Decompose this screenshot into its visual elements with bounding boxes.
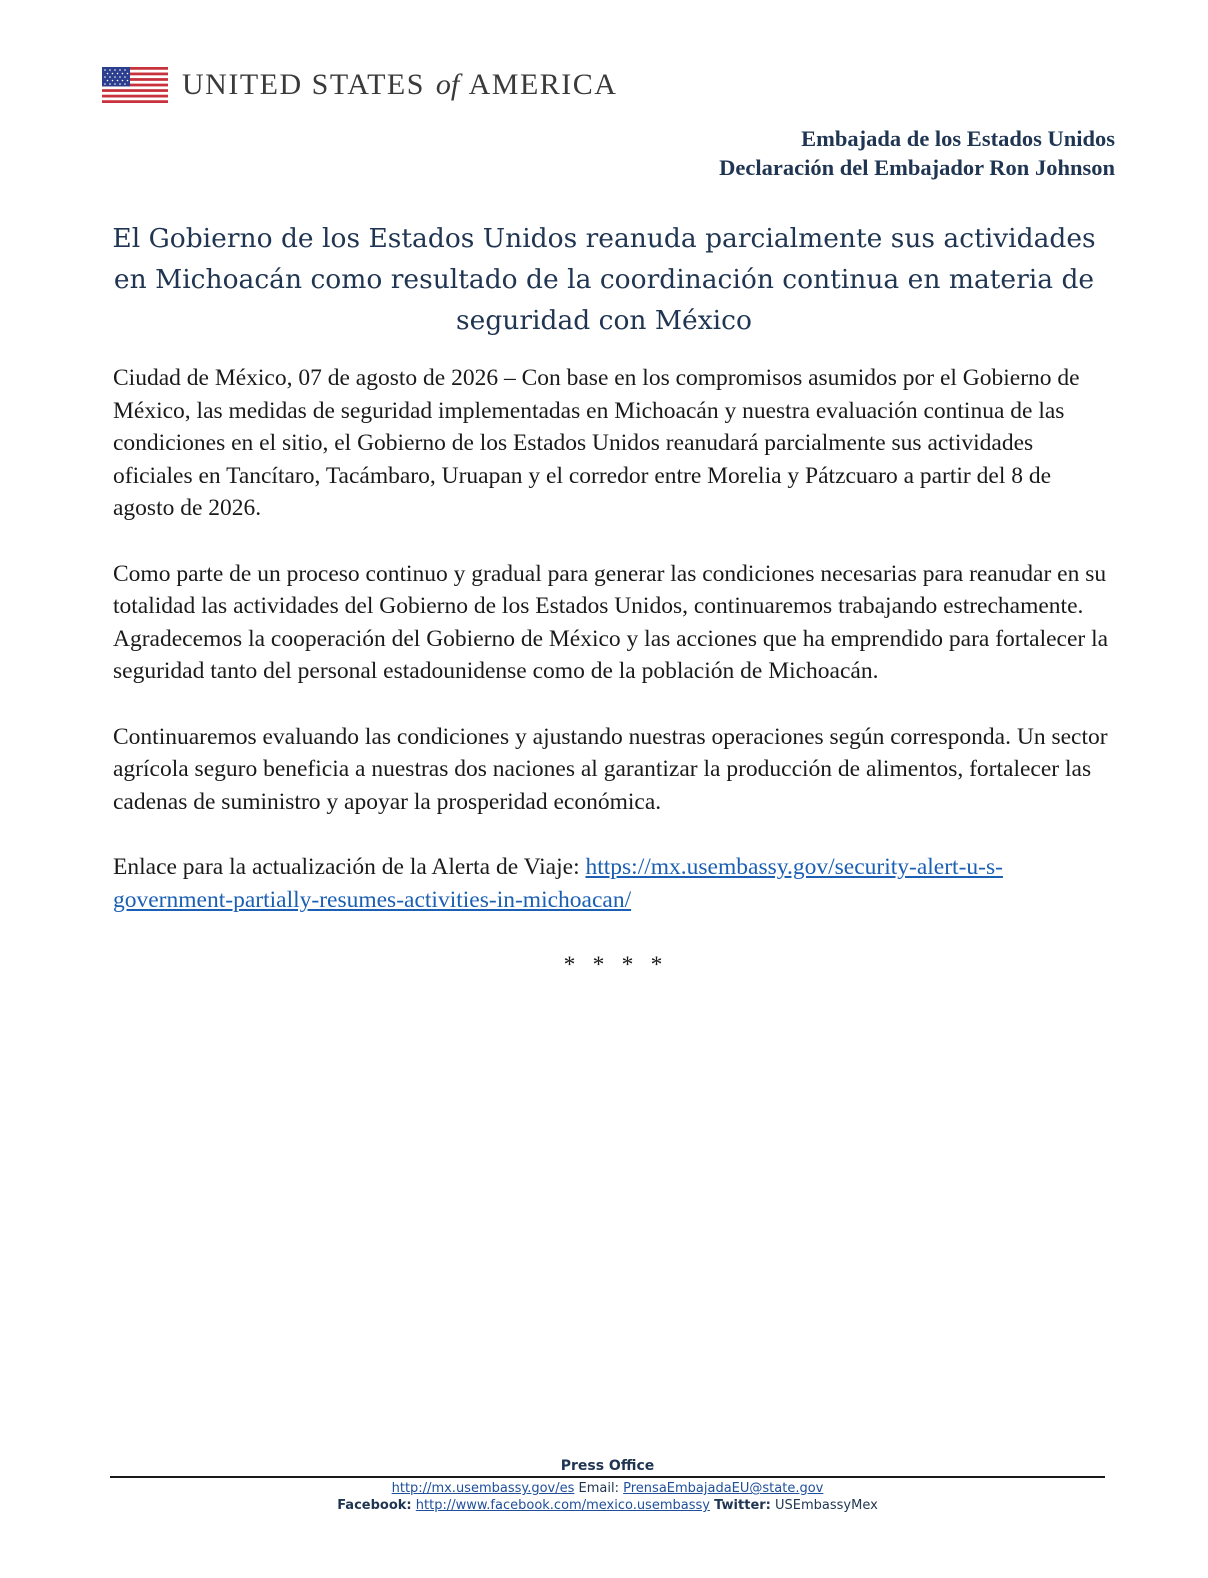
- brand-text-united-states: UNITED STATES: [182, 68, 425, 101]
- issuer-block: [719, 124, 1115, 182]
- footer: [110, 1458, 1105, 1514]
- footer-website-link[interactable]: http://mx.usembassy.gov/es: [391, 1481, 575, 1496]
- footer-social-line: [110, 1497, 1105, 1514]
- footer-contact-line: [110, 1480, 1105, 1497]
- issuer-embassy: Embajada de los Estados Unidos: [801, 126, 1115, 151]
- paragraph-1: Ciudad de México, 07 de agosto de 2026 – Con base en los compromisos asumidos por el Gobierno de México, las medidas de seguridad implementadas en Michoacán y nuestra evaluación continua de las condiciones en el sitio, el Gobierno de los Estados Unidos reanudará parcialmente sus actividades oficiales en Tancítaro, Tacámbaro, Uruapan y el corredor entre Morelia y Pátzcuaro a partir del 8 de agosto de 2026.: [113, 365, 1080, 521]
- paragraph-3: Continuaremos evaluando las condiciones y ajustando nuestras operaciones según corresponda. Un sector agrícola seguro beneficia a nuestras dos naciones al garantizar la producción de alimentos, fortalecer las cadenas de suministro y apoyar la prosperidad económica.: [113, 723, 1108, 815]
- brand-text-america: AMERICA: [468, 68, 618, 101]
- footer-twitter-handle: USEmbassyMex: [775, 1498, 878, 1513]
- footer-twitter-label: Twitter:: [714, 1498, 771, 1513]
- separator-star: *: [621, 952, 634, 978]
- footer-office: Press Office: [560, 1458, 655, 1474]
- document-body: [113, 362, 1113, 982]
- brand-text-of: of: [435, 68, 460, 101]
- travel-alert-link[interactable]: https://mx.usembassy.gov/security-alert-u-s-government-partially-resumes-activities-in-michoacan/: [113, 854, 1003, 913]
- brand-wordmark: [182, 68, 617, 102]
- footer-divider: [110, 1476, 1105, 1478]
- separator-star: *: [650, 952, 663, 978]
- footer-facebook-label: Facebook:: [337, 1498, 412, 1513]
- footer-email-label: Email:: [578, 1481, 619, 1496]
- footer-email-link[interactable]: PrensaEmbajadaEU@state.gov: [623, 1481, 824, 1496]
- footer-facebook-link[interactable]: http://www.facebook.com/mexico.usembassy: [415, 1498, 710, 1513]
- us-flag-icon: [102, 67, 168, 103]
- link-prefix: Enlace para la actualización de la Alerta de Viaje:: [113, 854, 586, 880]
- paragraph-2: Como parte de un proceso continuo y gradual para generar las condiciones necesarias para reanudar en su totalidad las actividades del Gobierno de los Estados Unidos, continuaremos trabajando estrechamente. Agradecemos la cooperación del Gobierno de México y las acciones que ha emprendido para fortalecer la seguridad tanto del personal estadounidense como de la población de Michoacán.: [113, 560, 1109, 684]
- page-title: El Gobierno de los Estados Unidos reanuda parcialmente sus actividades en Michoacán como resultado de la coordinación continua en materia de seguridad con México: [112, 223, 1096, 336]
- issuer-statement: Declaración del Embajador Ron Johnson: [719, 155, 1115, 180]
- section-separator: [113, 949, 1113, 982]
- paragraph-link: [113, 851, 1113, 916]
- letterhead: [102, 66, 617, 104]
- separator-star: *: [592, 952, 605, 978]
- separator-star: *: [563, 952, 576, 978]
